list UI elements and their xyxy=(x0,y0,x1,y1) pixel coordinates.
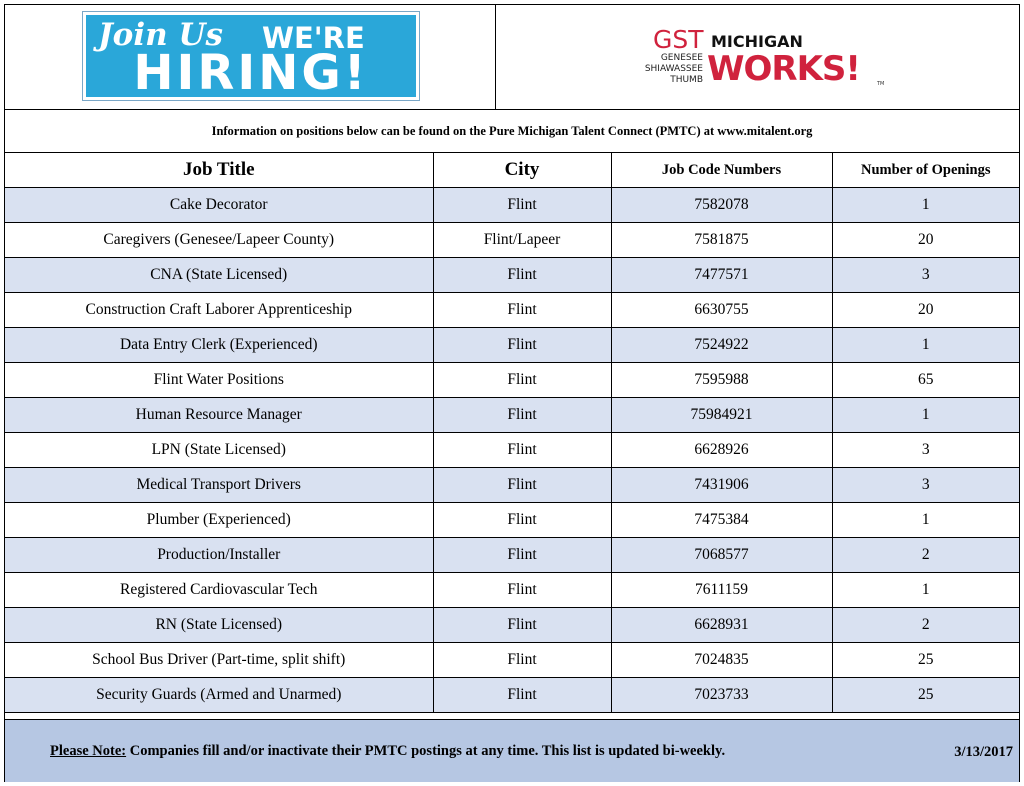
city-cell: Flint xyxy=(433,573,611,608)
job-code-cell: 7475384 xyxy=(611,503,832,538)
logo-county: GENESEE xyxy=(660,53,703,63)
column-header-openings: Number of Openings xyxy=(832,153,1019,188)
city-cell: Flint xyxy=(433,363,611,398)
job-listing-sheet xyxy=(4,4,1020,782)
job-title-cell: Security Guards (Armed and Unarmed) xyxy=(5,678,433,713)
job-title-cell: Human Resource Manager xyxy=(5,398,433,433)
footer-date: 3/13/2017 xyxy=(954,744,1013,760)
logo-works-text: WORKS! xyxy=(707,49,860,89)
job-title-cell: Data Entry Clerk (Experienced) xyxy=(5,328,433,363)
column-header-city: City xyxy=(433,153,611,188)
column-header-job-title: Job Title xyxy=(5,153,433,188)
job-title-cell: Registered Cardiovascular Tech xyxy=(5,573,433,608)
city-cell: Flint xyxy=(433,188,611,223)
job-title-cell: RN (State Licensed) xyxy=(5,608,433,643)
job-code-cell: 6628926 xyxy=(611,433,832,468)
banner-were-text: WE'RE xyxy=(262,21,365,55)
city-cell: Flint xyxy=(433,258,611,293)
openings-cell: 2 xyxy=(832,608,1019,643)
gst-michigan-works-logo xyxy=(623,19,903,99)
city-cell: Flint xyxy=(433,643,611,678)
table-row xyxy=(5,293,1019,328)
job-code-cell: 7023733 xyxy=(611,678,832,713)
job-title-cell: Plumber (Experienced) xyxy=(5,503,433,538)
job-title-cell: LPN (State Licensed) xyxy=(5,433,433,468)
table-row xyxy=(5,223,1019,258)
table-row xyxy=(5,538,1019,573)
job-title-cell: Caregivers (Genesee/Lapeer County) xyxy=(5,223,433,258)
city-cell: Flint xyxy=(433,503,611,538)
column-header-job-code: Job Code Numbers xyxy=(611,153,832,188)
city-cell: Flint xyxy=(433,328,611,363)
info-line: Information on positions below can be found on the Pure Michigan Talent Connect (PMTC) at www.mitalent.org xyxy=(5,110,1019,153)
openings-cell: 1 xyxy=(832,328,1019,363)
openings-cell: 25 xyxy=(832,678,1019,713)
city-cell: Flint/Lapeer xyxy=(433,223,611,258)
logo-michigan-text: MICHIGAN xyxy=(711,32,803,51)
footer xyxy=(5,719,1019,782)
table-row xyxy=(5,363,1019,398)
logo-trademark: TM xyxy=(877,81,885,87)
openings-cell: 1 xyxy=(832,188,1019,223)
job-code-cell: 6630755 xyxy=(611,293,832,328)
table-row xyxy=(5,258,1019,293)
openings-cell: 3 xyxy=(832,468,1019,503)
footer-note-label: Please Note: xyxy=(50,743,127,759)
job-title-cell: Production/Installer xyxy=(5,538,433,573)
banner-join-text: Join Us xyxy=(98,17,223,53)
banner-hiring-text: HIRING! xyxy=(133,45,369,101)
openings-cell: 3 xyxy=(832,433,1019,468)
logo-gst-text: GST xyxy=(653,25,704,54)
table-row xyxy=(5,433,1019,468)
footer-note xyxy=(50,743,725,760)
openings-cell: 1 xyxy=(832,398,1019,433)
table-row xyxy=(5,468,1019,503)
table-row xyxy=(5,643,1019,678)
city-cell: Flint xyxy=(433,538,611,573)
logo-counties xyxy=(623,53,703,86)
openings-cell: 25 xyxy=(832,643,1019,678)
city-cell: Flint xyxy=(433,398,611,433)
openings-cell: 3 xyxy=(832,258,1019,293)
city-cell: Flint xyxy=(433,468,611,503)
job-title-cell: Flint Water Positions xyxy=(5,363,433,398)
job-code-cell: 7582078 xyxy=(611,188,832,223)
header-divider xyxy=(495,5,496,109)
table-row xyxy=(5,503,1019,538)
job-title-cell: CNA (State Licensed) xyxy=(5,258,433,293)
table-row xyxy=(5,608,1019,643)
table-row xyxy=(5,328,1019,363)
hiring-banner xyxy=(83,12,419,100)
job-code-cell: 7524922 xyxy=(611,328,832,363)
job-code-cell: 7581875 xyxy=(611,223,832,258)
job-title-cell: Cake Decorator xyxy=(5,188,433,223)
job-code-cell: 7477571 xyxy=(611,258,832,293)
logo-county: SHIAWASSEE xyxy=(644,64,703,74)
job-code-cell: 7024835 xyxy=(611,643,832,678)
city-cell: Flint xyxy=(433,293,611,328)
jobs-table xyxy=(5,153,1019,713)
openings-cell: 65 xyxy=(832,363,1019,398)
header xyxy=(5,5,1019,110)
openings-cell: 2 xyxy=(832,538,1019,573)
job-code-cell: 7595988 xyxy=(611,363,832,398)
city-cell: Flint xyxy=(433,678,611,713)
city-cell: Flint xyxy=(433,608,611,643)
openings-cell: 1 xyxy=(832,573,1019,608)
job-code-cell: 7431906 xyxy=(611,468,832,503)
openings-cell: 20 xyxy=(832,293,1019,328)
table-row xyxy=(5,398,1019,433)
table-row xyxy=(5,188,1019,223)
table-row xyxy=(5,573,1019,608)
footer-note-text: Companies fill and/or inactivate their PMTC postings at any time. This list is updated bi-weekly. xyxy=(126,743,726,759)
job-title-cell: Medical Transport Drivers xyxy=(5,468,433,503)
table-row xyxy=(5,678,1019,713)
job-code-cell: 7611159 xyxy=(611,573,832,608)
table-body xyxy=(5,188,1019,713)
openings-cell: 1 xyxy=(832,503,1019,538)
openings-cell: 20 xyxy=(832,223,1019,258)
job-title-cell: Construction Craft Laborer Apprenticeship xyxy=(5,293,433,328)
logo-county: THUMB xyxy=(670,75,703,85)
job-title-cell: School Bus Driver (Part-time, split shift) xyxy=(5,643,433,678)
table-header-row xyxy=(5,153,1019,188)
job-code-cell: 7068577 xyxy=(611,538,832,573)
job-code-cell: 75984921 xyxy=(611,398,832,433)
job-code-cell: 6628931 xyxy=(611,608,832,643)
city-cell: Flint xyxy=(433,433,611,468)
